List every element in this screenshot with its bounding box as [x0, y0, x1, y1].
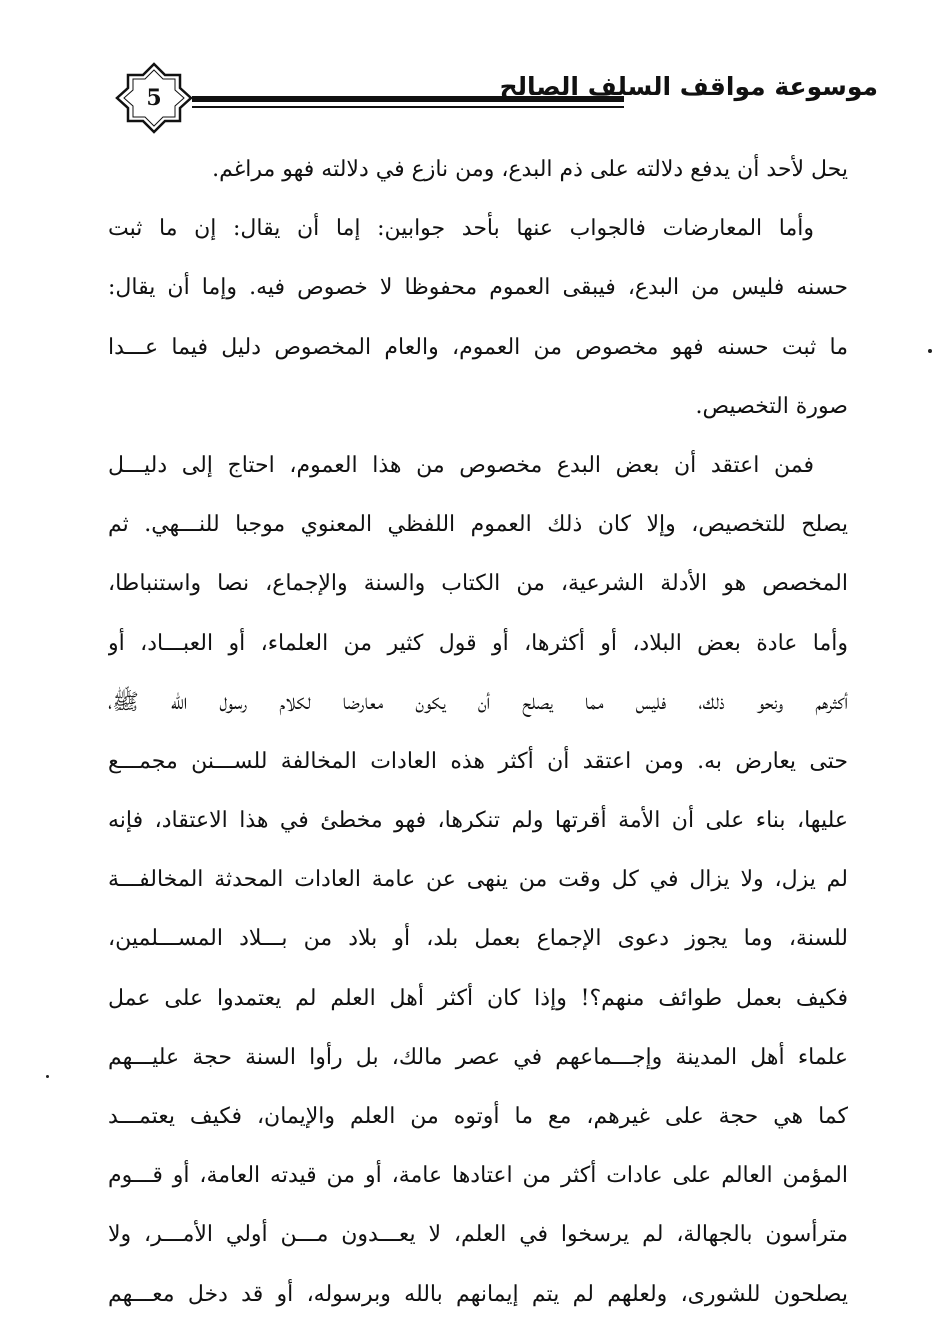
scan-speck	[46, 1075, 49, 1078]
text-line: يحل لأحد أن يدفع دلالته على ذم البدع، ومن نازع في دلالته فهو مراغم.	[212, 157, 848, 182]
text-line: عليها، بناء على أن الأمة أقرتها ولم تنكرها، فهو مخطئ في هذا الاعتقاد، فإنه	[108, 808, 848, 834]
text-line: مترأسون بالجهالة، لم يرسخوا في العلم، لا يعـــدون مـــن أولي الأمـــر، ولا	[108, 1222, 848, 1248]
text-line: وأما عادة بعض البلاد، أو أكثرها، أو قول كثير من العلماء، أو العبـــاد، أو	[108, 630, 848, 656]
text-line: للسنة، وما يجوز دعوى الإجماع بعمل بلد، أو بلاد من بـــلاد المســـلمين،	[108, 926, 848, 952]
page-number-badge	[114, 62, 194, 134]
text-line: ما ثبت حسنه فهو مخصوص من العموم، والعام المخصوص دليل فيما عـــدا	[108, 334, 848, 360]
text-line: المخصص هو الأدلة الشرعية، من الكتاب والسنة والإجماع، نصا واستنباطا،	[108, 571, 848, 597]
running-title: موسوعة مواقف السلف الصالح	[499, 72, 878, 101]
text-line: حتى يعارض به. ومن اعتقد أن أكثر هذه العادات المخالفة للســـنن مجمـــع	[108, 748, 848, 774]
text-line: كما هي حجة على غيرهم، مع ما أوتوه من العلم والإيمان، فكيف يعتمـــد	[108, 1104, 848, 1129]
text-line: المؤمن العالم على عادات أكثر من اعتادها عامة، أو من قيدته العامة، أو قـــوم	[108, 1163, 848, 1189]
text-line: علماء أهل المدينة وإجـــماعهم في عصر مالك، بل رأوا السنة حجة عليـــهم	[108, 1044, 848, 1070]
header-rule-thin	[192, 106, 624, 108]
page-number: 5	[146, 85, 162, 111]
text-line: حسنه فليس من البدع، فيبقى العموم محفوظا لا خصوص فيه. وإما أن يقال:	[108, 275, 848, 301]
page-header	[108, 62, 878, 134]
text-line: يصلح للتخصيص، وإلا كان ذلك العموم اللفظي المعنوي موجبا للنـــهي. ثم	[108, 512, 848, 538]
text-line: صورة التخصيص.	[695, 393, 848, 419]
text-line: وأما المعارضات فالجواب عنها بأحد جوابين: إما أن يقال: إن ما ثبت	[108, 216, 814, 242]
text-line: أكثرهم ونحو ذلك، فليس مما يصلح أن يكون معارضا لكلام رسول الله ﷺ،	[108, 689, 848, 715]
body-text	[108, 140, 848, 1324]
text-line: يصلحون للشورى، ولعلهم لم يتم إيمانهم بالله وبرسوله، أو قد دخل معـــهم	[108, 1281, 848, 1307]
text-line: فمن اعتقد أن بعض البدع مخصوص من هذا العموم، احتاج إلى دليـــل	[108, 452, 814, 478]
text-line: لم يزل، ولا يزال في كل وقت من ينهى عن عامة العادات المحدثة المخالفـــة	[108, 867, 848, 893]
text-line: فكيف بعمل طوائف منهم؟! وإذا كان أكثر أهل العلم لم يعتمدوا على عمل	[108, 985, 848, 1011]
scan-speck	[928, 349, 932, 353]
